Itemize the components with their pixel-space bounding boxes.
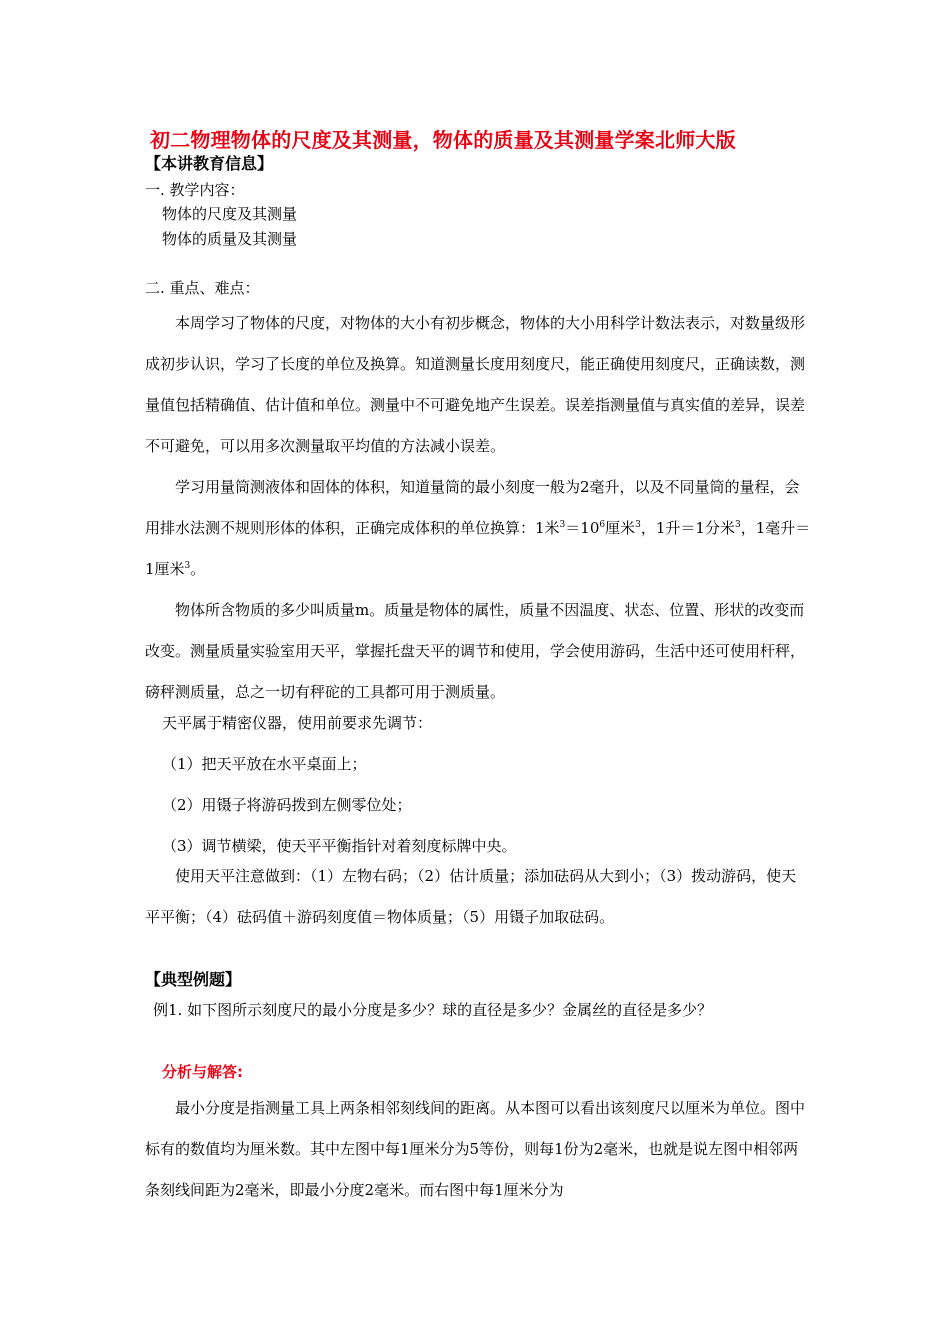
analysis-answer-heading: 分析与解答: — [162, 1063, 243, 1081]
content-item-1: 物体的尺度及其测量 — [162, 205, 298, 223]
section-info-heading: 【本讲教育信息】 — [145, 154, 274, 173]
balance-intro: 天平属于精密仪器，使用前要求先调节： — [162, 714, 433, 732]
content-item-2: 物体的质量及其测量 — [162, 230, 298, 248]
paragraph-balance-usage: 使用天平注意做到：（1）左物右码；（2）估计质量；添加砝码从大到小；（3）拨动游码，使天平平衡；（4）砝码值＋游码刻度值＝物体质量；（5）用镊子加取砝码。 — [145, 867, 797, 926]
document-title: 初二物理物体的尺度及其测量，物体的质量及其测量学案北师大版 — [150, 128, 736, 152]
balance-step-3: （3）调节横梁，使天平平衡指针对着刻度标牌中央。 — [162, 837, 517, 855]
answer-paragraph: 最小分度是指测量工具上两条相邻刻线间的距离。从本图可以看出该刻度尺以厘米为单位。图中标有的数值均为厘米数。其中左图中每1厘米分为5等份，则每1份为2毫米，也就是说左图中相邻两条刻线间距为2毫米，即最小分度2毫米。而右图中每1厘米分为 — [145, 1099, 806, 1199]
section-2-heading: 二. 重点、难点： — [145, 279, 260, 297]
typical-examples-heading: 【典型例题】 — [145, 970, 242, 989]
paragraph-mass: 物体所含物质的多少叫质量m。质量是物体的属性，质量不因温度、状态、位置、形状的改变而改变。测量质量实验室用天平，掌握托盘天平的调节和使用，学会使用游码，生活中还可使用杆秤，磅秤测质量，总之一切有秤砣的工具都可用于测质量。 — [145, 601, 806, 701]
balance-step-1: （1）把天平放在水平桌面上； — [162, 755, 367, 773]
example-1-question: 例1. 如下图所示刻度尺的最小分度是多少？球的直径是多少？金属丝的直径是多少？ — [153, 1001, 713, 1019]
paragraph-length: 本周学习了物体的尺度，对物体的大小有初步概念，物体的大小用科学计数法表示，对数量级形成初步认识，学习了长度的单位及换算。知道测量长度用刻度尺，能正确使用刻度尺，正确读数，测量值包括精确值、估计值和单位。测量中不可避免地产生误差。误差指测量值与真实值的差异，误差不可避免，可以用多次测量取平均值的方法减小误差。 — [145, 314, 806, 455]
paragraph-volume: 学习用量筒测液体和固体的体积，知道量筒的最小刻度一般为2毫升，以及不同量筒的量程，会用排水法测不规则形体的体积，正确完成体积的单位换算：1米$^3=10^6$厘米$^3$，1升＝1分米$^3$，1毫升＝1厘米$^3$。 — [145, 478, 811, 578]
balance-step-2: （2）用镊子将游码拨到左侧零位处； — [162, 796, 412, 814]
section-1-heading: 一. 教学内容： — [145, 181, 245, 199]
